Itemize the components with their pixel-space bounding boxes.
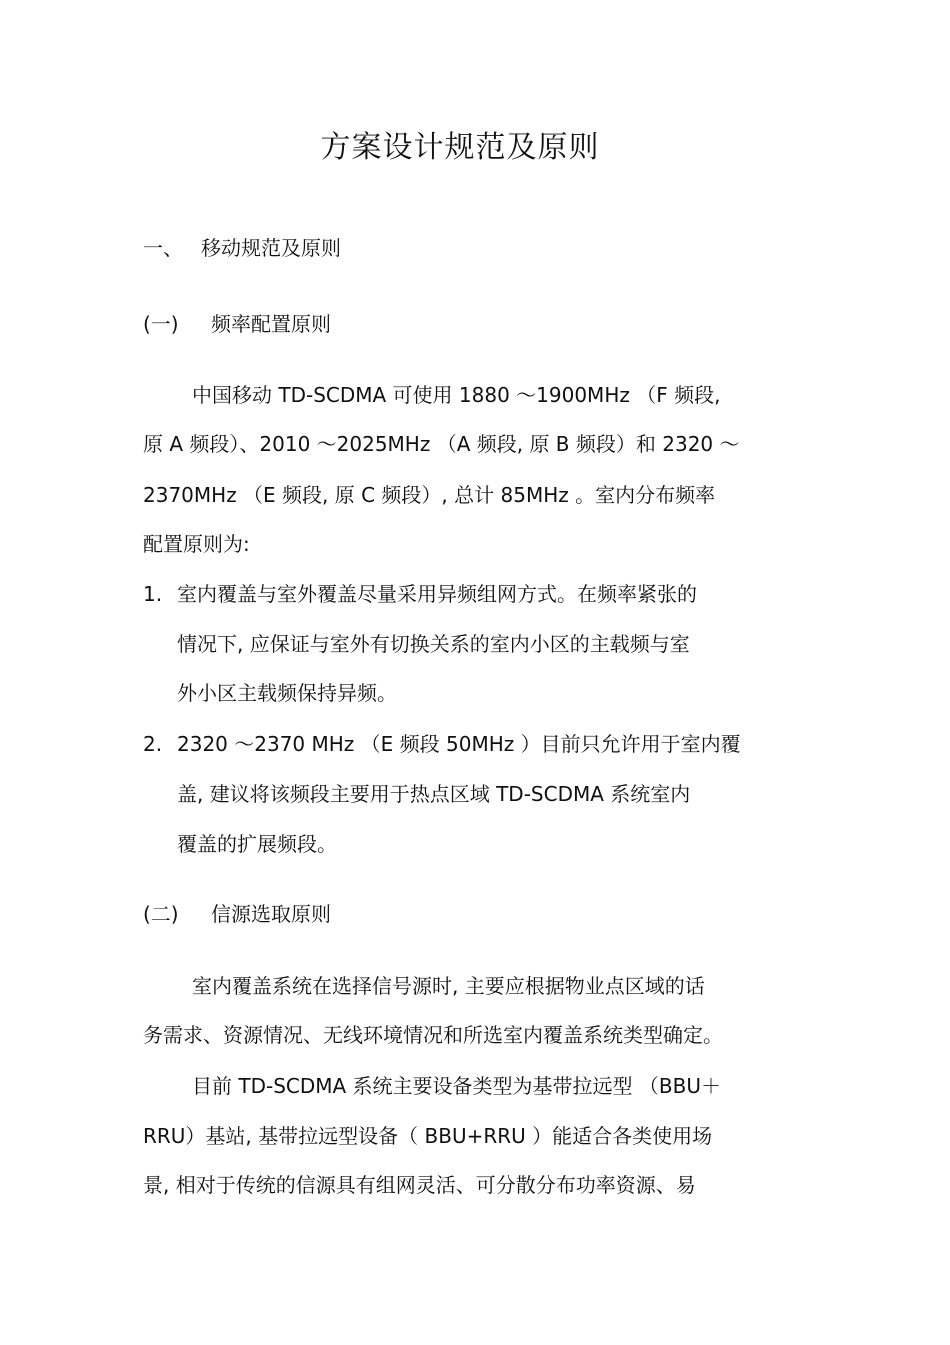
subsection-2-marker: (二) [143, 902, 179, 926]
paragraph-line: 中国移动 TD-SCDMA 可使用 1880 ～1900MHz （F 频段, [192, 383, 721, 407]
paragraph-line: RRU）基站, 基带拉远型设备（ BBU+RRU ）能适合各类使用场 [143, 1124, 713, 1148]
list-item-line: 情况下, 应保证与室外有切换关系的室内小区的主载频与室 [177, 632, 690, 656]
subsection-2-heading: 信源选取原则 [211, 902, 331, 926]
paragraph-line: 配置原则为: [143, 532, 250, 556]
paragraph-line: 目前 TD-SCDMA 系统主要设备类型为基带拉远型 （BBU＋ [192, 1074, 721, 1098]
list-item-line: 外小区主载频保持异频。 [177, 681, 397, 705]
list-item-line: 盖, 建议将该频段主要用于热点区域 TD-SCDMA 系统室内 [177, 782, 691, 806]
list-item-number: 2. [143, 732, 163, 756]
paragraph-line: 2370MHz （E 频段, 原 C 频段）, 总计 85MHz 。室内分布频率 [143, 483, 716, 507]
list-item-line: 室内覆盖与室外覆盖尽量采用异频组网方式。在频率紧张的 [177, 582, 697, 606]
section-1-heading: 移动规范及原则 [201, 236, 341, 260]
paragraph-line: 景, 相对于传统的信源具有组网灵活、可分散分布功率资源、易 [143, 1173, 696, 1197]
subsection-1-marker: (一) [143, 312, 179, 336]
subsection-1-heading: 频率配置原则 [211, 312, 331, 336]
section-1-marker: 一、 [143, 236, 183, 260]
paragraph-line: 室内覆盖系统在选择信号源时, 主要应根据物业点区域的话 [192, 974, 705, 998]
list-item-line: 覆盖的扩展频段。 [177, 832, 337, 856]
paragraph-line: 务需求、资源情况、无线环境情况和所选室内覆盖系统类型确定。 [143, 1023, 723, 1047]
document-title: 方案设计规范及原则 [320, 130, 600, 165]
list-item-number: 1. [143, 582, 163, 606]
paragraph-line: 原 A 频段）、2010 ～2025MHz （A 频段, 原 B 频段）和 2320 ～ [143, 432, 740, 456]
list-item-line: 2320 ～2370 MHz （E 频段 50MHz ）目前只允许用于室内覆 [177, 732, 741, 756]
